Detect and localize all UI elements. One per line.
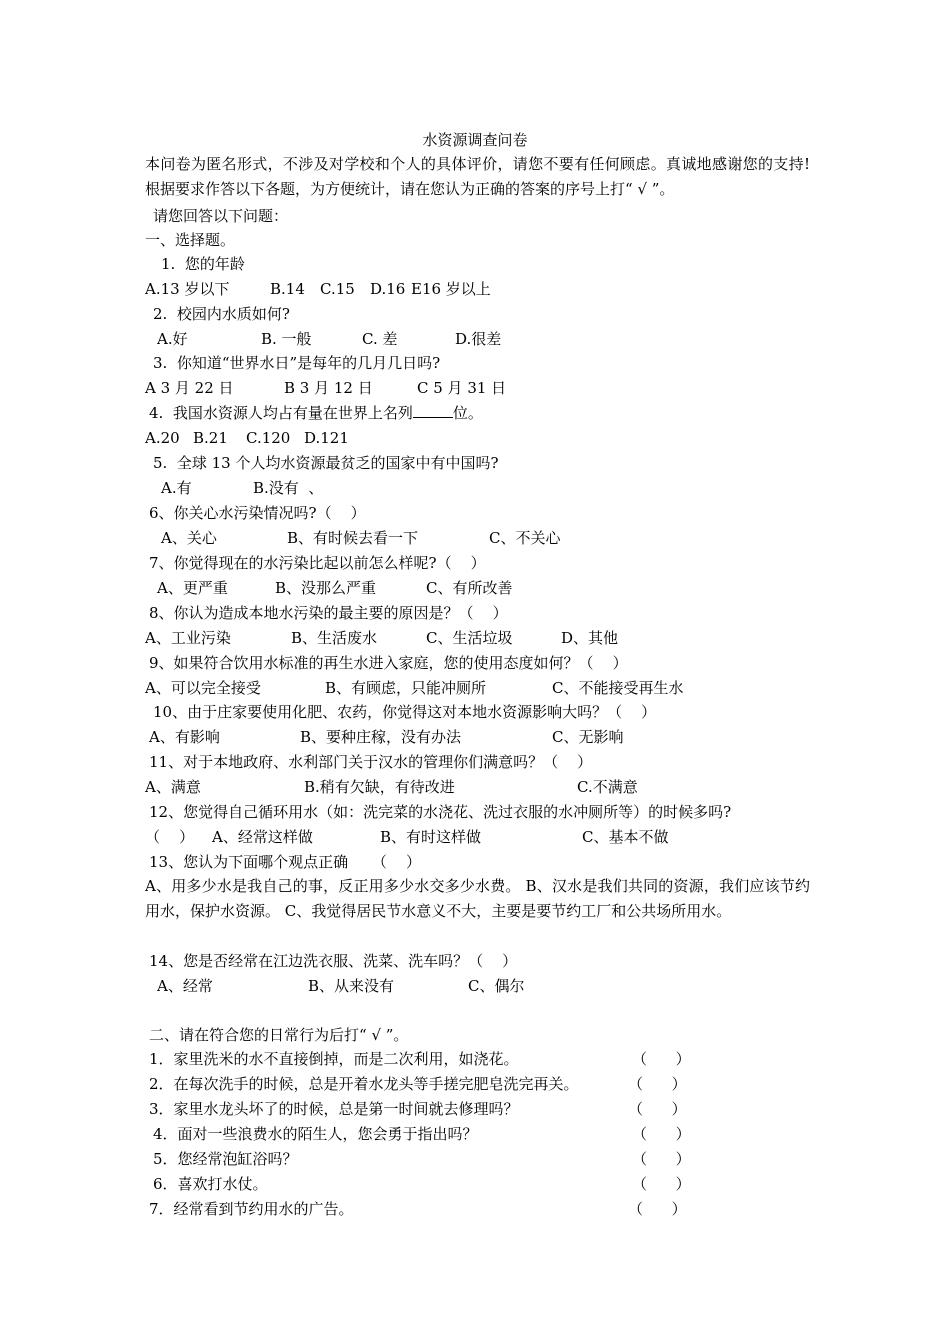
behavior-item-4: 4．面对一些浪费水的陌生人，您会勇于指出吗？ (153, 1125, 478, 1143)
q10-option-a[interactable]: A、有影响 (149, 728, 220, 746)
q5-option-b[interactable]: B.没有 、 (253, 479, 324, 497)
q13-options-paragraph: A、用多少水是我自己的事，反正用多少水交多少水费。 B、汉水是我们共同的资源，我们应该节约用水，保护水资源。 C、我觉得居民节水意义不大，主要是要节约工厂和公共场所用水。 (145, 877, 810, 920)
behavior-item-1-paren[interactable]: （ ） (632, 1050, 691, 1068)
q1-option-a[interactable]: A.13 岁以下 (145, 280, 230, 298)
behavior-item-2: 2．在每次洗手的时候，总是开着水龙头等手搓完肥皂洗完再关。 (149, 1075, 579, 1093)
question-8-stem: 8、你认为造成本地水污染的最主要的原因是？（ ） (149, 604, 508, 622)
q1-option-c[interactable]: C.15 (320, 280, 355, 298)
q4-option-b[interactable]: B.21 (193, 429, 228, 447)
q8-option-a[interactable]: A、工业污染 (145, 629, 231, 647)
q10-option-b[interactable]: B、要种庄稼，没有办法 (300, 728, 462, 746)
q9-option-a[interactable]: A、可以完全接受 (145, 679, 261, 697)
q4-stem-pre: 4. 我国水资源人均占有量在世界上名列 (149, 404, 413, 422)
q12-option-b[interactable]: B、有时这样做 (380, 828, 482, 846)
q11-option-a[interactable]: A、满意 (145, 778, 201, 796)
question-13-stem: 13、您认为下面哪个观点正确 （ ） (149, 853, 422, 871)
q9-option-c[interactable]: C、不能接受再生水 (552, 679, 684, 697)
q12-option-a[interactable]: A、经常这样做 (212, 828, 313, 846)
q2-option-d[interactable]: D.很差 (455, 330, 502, 348)
question-6-stem: 6、你关心水污染情况吗?（ ） (149, 504, 366, 522)
q14-option-b[interactable]: B、从来没有 (308, 977, 395, 995)
behavior-item-1: 1．家里洗米的水不直接倒掉，而是二次利用，如浇花。 (149, 1050, 519, 1068)
q8-option-d[interactable]: D、其他 (561, 629, 619, 647)
behavior-item-2-paren[interactable]: （ ） (628, 1075, 687, 1093)
behavior-item-7: 7．经常看到节约用水的广告。 (149, 1200, 354, 1218)
q4-option-c[interactable]: C.120 (246, 429, 291, 447)
behavior-item-3-paren[interactable]: （ ） (628, 1100, 687, 1118)
question-11-stem: 11、对于本地政府、水利部门关于汉水的管理你们满意吗？（ ） (149, 753, 593, 771)
q1-option-e[interactable]: E16 岁以上 (411, 280, 491, 298)
q2-option-b[interactable]: B. 一般 (261, 330, 312, 348)
question-14-stem: 14、您是否经常在江边洗衣服、洗菜、洗车吗？（ ） (149, 952, 518, 970)
q4-option-d[interactable]: D.121 (304, 429, 349, 447)
question-7-stem: 7、你觉得现在的水污染比起以前怎么样呢?（ ） (149, 554, 486, 572)
intro-paragraph: 本问卷为匿名形式，不涉及对学校和个人的具体评价，请您不要有任何顾虑。真诚地感谢您的支持!根据要求作答以下各题，为方便统计，请在您认为正确的答案的序号上打“ √ ”。 (145, 155, 810, 198)
q8-option-b[interactable]: B、生活废水 (291, 629, 378, 647)
q2-option-a[interactable]: A.好 (157, 330, 188, 348)
q7-option-b[interactable]: B、没那么严重 (275, 579, 377, 597)
section1-heading: 一、选择题。 (145, 231, 236, 249)
page-title: 水资源调查问卷 (422, 131, 528, 149)
question-4-stem (149, 401, 483, 425)
q3-option-a[interactable]: A 3 月 22 日 (145, 379, 234, 397)
behavior-item-3: 3．家里水龙头坏了的时候，总是第一时间就去修理吗？ (149, 1100, 519, 1118)
q4-option-a[interactable]: A.20 (145, 429, 180, 447)
question-12-stem: 12、您觉得自己循环用水（如：洗完菜的水浇花、洗过衣服的水冲厕所等）的时候多吗? (149, 803, 732, 821)
prompt-text: 请您回答以下问题： (153, 207, 289, 225)
q6-option-c[interactable]: C、不关心 (489, 529, 561, 547)
q6-option-b[interactable]: B、有时候去看一下 (287, 529, 419, 547)
q6-option-a[interactable]: A、关心 (161, 529, 217, 547)
question-3-stem: 3. 你知道“世界水日”是每年的几月几日吗? (153, 354, 441, 372)
question-10-stem: 10、由于庄家要使用化肥、农药，你觉得这对本地水资源影响大吗？（ ） (153, 703, 657, 721)
q1-option-b[interactable]: B.14 (270, 280, 305, 298)
behavior-item-4-paren[interactable]: （ ） (632, 1125, 691, 1143)
q3-option-c[interactable]: C 5 月 31 日 (417, 379, 507, 397)
q14-option-c[interactable]: C、偶尔 (468, 977, 525, 995)
q4-stem-post: 位。 (452, 404, 483, 422)
q11-option-c[interactable]: C.不满意 (577, 778, 638, 796)
q7-option-a[interactable]: A、更严重 (157, 579, 228, 597)
q12-option-c[interactable]: C、基本不做 (582, 828, 669, 846)
question-1-stem: 1. 您的年龄 (161, 255, 245, 273)
q9-option-b[interactable]: B、有顾虑，只能冲厕所 (325, 679, 487, 697)
question-2-stem: 2. 校园内水质如何? (153, 305, 290, 323)
q12-answer-paren[interactable]: （ ） (145, 828, 195, 846)
behavior-item-5: 5．您经常泡缸浴吗？ (153, 1150, 298, 1168)
behavior-item-7-paren[interactable]: （ ） (628, 1200, 687, 1218)
question-5-stem: 5. 全球 13 个人均水资源最贫乏的国家中有中国吗? (153, 454, 499, 472)
behavior-item-6: 6．喜欢打水仗。 (153, 1175, 268, 1193)
behavior-item-5-paren[interactable]: （ ） (632, 1150, 691, 1168)
q11-option-b[interactable]: B.稍有欠缺，有待改进 (304, 778, 455, 796)
q2-option-c[interactable]: C. 差 (362, 330, 398, 348)
q10-option-c[interactable]: C、无影响 (552, 728, 624, 746)
q14-option-a[interactable]: A、经常 (157, 977, 213, 995)
section2-heading: 二、请在符合您的日常行为后打“ √ ”。 (149, 1026, 409, 1044)
question-9-stem: 9、如果符合饮用水标准的再生水进入家庭，您的使用态度如何？（ ） (149, 654, 628, 672)
q4-answer-blank[interactable] (413, 403, 453, 418)
q5-option-a[interactable]: A.有 (161, 479, 192, 497)
behavior-item-6-paren[interactable]: （ ） (632, 1175, 691, 1193)
q1-option-d[interactable]: D.16 (370, 280, 406, 298)
q7-option-c[interactable]: C、有所改善 (426, 579, 513, 597)
q8-option-c[interactable]: C、生活垃圾 (426, 629, 513, 647)
q3-option-b[interactable]: B 3 月 12 日 (284, 379, 373, 397)
